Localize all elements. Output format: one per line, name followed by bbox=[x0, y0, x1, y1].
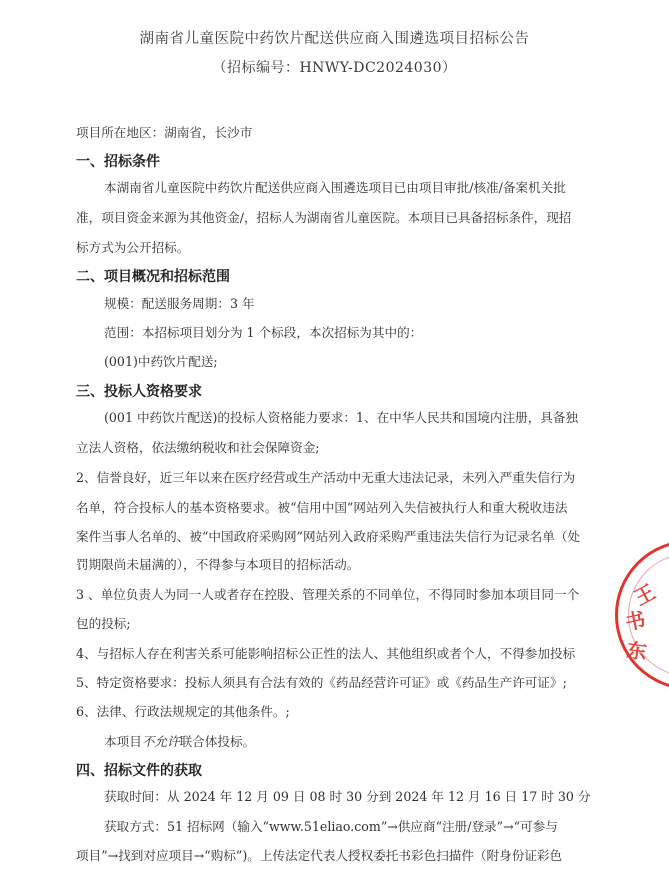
tender-number: （招标编号：HNWY-DC2024030） bbox=[212, 60, 457, 76]
section-1-heading: 一、招标条件 bbox=[76, 154, 160, 170]
section-4-acquisition-method-line-1: 获取方式：51 招标网（输入“www.51eliao.com”→供应商“注册/登录”→“可参与 bbox=[104, 819, 558, 834]
section-3-item-5: 5、特定资格要求：投标人须具有合法有效的《药品经营许可证》或《药品生产许可证》; bbox=[76, 675, 567, 690]
section-4-acquisition-time: 获取时间：从 2024 年 12 月 09 日 08 时 30 分到 2024 年 12 月 16 日 17 时 30 分 bbox=[104, 789, 591, 804]
section-3-item-2-line-3: 案件当事人名单的、被“中国政府采购网”网站列入政府采购严重违法失信行为记录名单（处 bbox=[76, 529, 581, 544]
section-3-item-2-line-2: 名单，符合投标人的基本资格要求。被“信用中国”网站列入失信被执行人和重大税收违法 bbox=[76, 500, 568, 515]
section-3-heading: 三、投标人资格要求 bbox=[76, 384, 202, 400]
section-2-scope: 范围：本招标项目划分为 1 个标段，本次招标为其中的： bbox=[104, 325, 423, 340]
section-3-item-3-line-2: 包的投标; bbox=[76, 616, 131, 631]
section-3-paragraph-line-1: (001 中药饮片配送)的投标人资格能力要求：1、在中华人民共和国境内注册，具备独 bbox=[104, 410, 579, 425]
joint-bid-prefix: 本项目 bbox=[104, 734, 142, 749]
section-1-paragraph-line-3: 标方式为公开招标。 bbox=[76, 240, 190, 255]
section-1-paragraph-line-2: 准，项目资金来源为其他资金/，招标人为湖南省儿童医院。本项目已具备招标条件，现招 bbox=[76, 210, 572, 225]
section-3-item-4: 4、与招标人存在利害关系可能影响招标公正性的法人、其他组织或者个人，不得参加投标 bbox=[76, 646, 576, 661]
section-3-item-6: 6、法律、行政法规规定的其他条件。; bbox=[76, 704, 290, 719]
seal-char-2: 书 bbox=[623, 607, 648, 635]
project-location: 项目所在地区：湖南省，长沙市 bbox=[76, 125, 253, 140]
joint-bid-statement bbox=[104, 734, 255, 750]
section-1-paragraph-line-1: 本湖南省儿童医院中药饮片配送供应商入围遴选项目已由项目审批/核准/备案机关批 bbox=[104, 180, 566, 195]
section-3-item-3-line-1: 3 、单位负责人为同一人或者存在控股、管理关系的不同单位，不得同时参加本项目同一个 bbox=[76, 587, 580, 602]
section-3-item-2-line-4: 罚期限尚未届满的），不得参与本项目的招标活动。 bbox=[76, 557, 360, 572]
document-title: 湖南省儿童医院中药饮片配送供应商入围遴选项目招标公告 bbox=[139, 31, 530, 47]
section-2-heading: 二、项目概况和招标范围 bbox=[76, 269, 230, 285]
red-official-seal bbox=[615, 540, 669, 690]
section-4-heading: 四、招标文件的获取 bbox=[76, 763, 202, 779]
section-2-lot: (001)中药饮片配送; bbox=[104, 354, 218, 369]
joint-bid-not-allowed: 不允许 bbox=[141, 734, 180, 749]
section-3-paragraph-line-2: 立法人资格，依法缴纳税收和社会保障资金; bbox=[76, 440, 320, 455]
section-2-scale: 规模：配送服务周期：3 年 bbox=[104, 296, 255, 311]
joint-bid-suffix: 联合体投标。 bbox=[179, 734, 256, 749]
section-4-acquisition-method-line-2: 项目”→找到对应项目→“购标”)。上传法定代表人授权委托书彩色扫描件（附身份证彩色 bbox=[76, 848, 563, 863]
seal-char-3: 东 bbox=[625, 637, 649, 665]
section-3-item-2-line-1: 2、信誉良好，近三年以来在医疗经营或生产活动中无重大违法记录，未列入严重失信行为 bbox=[76, 470, 576, 485]
seal-char-1: 王 bbox=[630, 579, 660, 611]
